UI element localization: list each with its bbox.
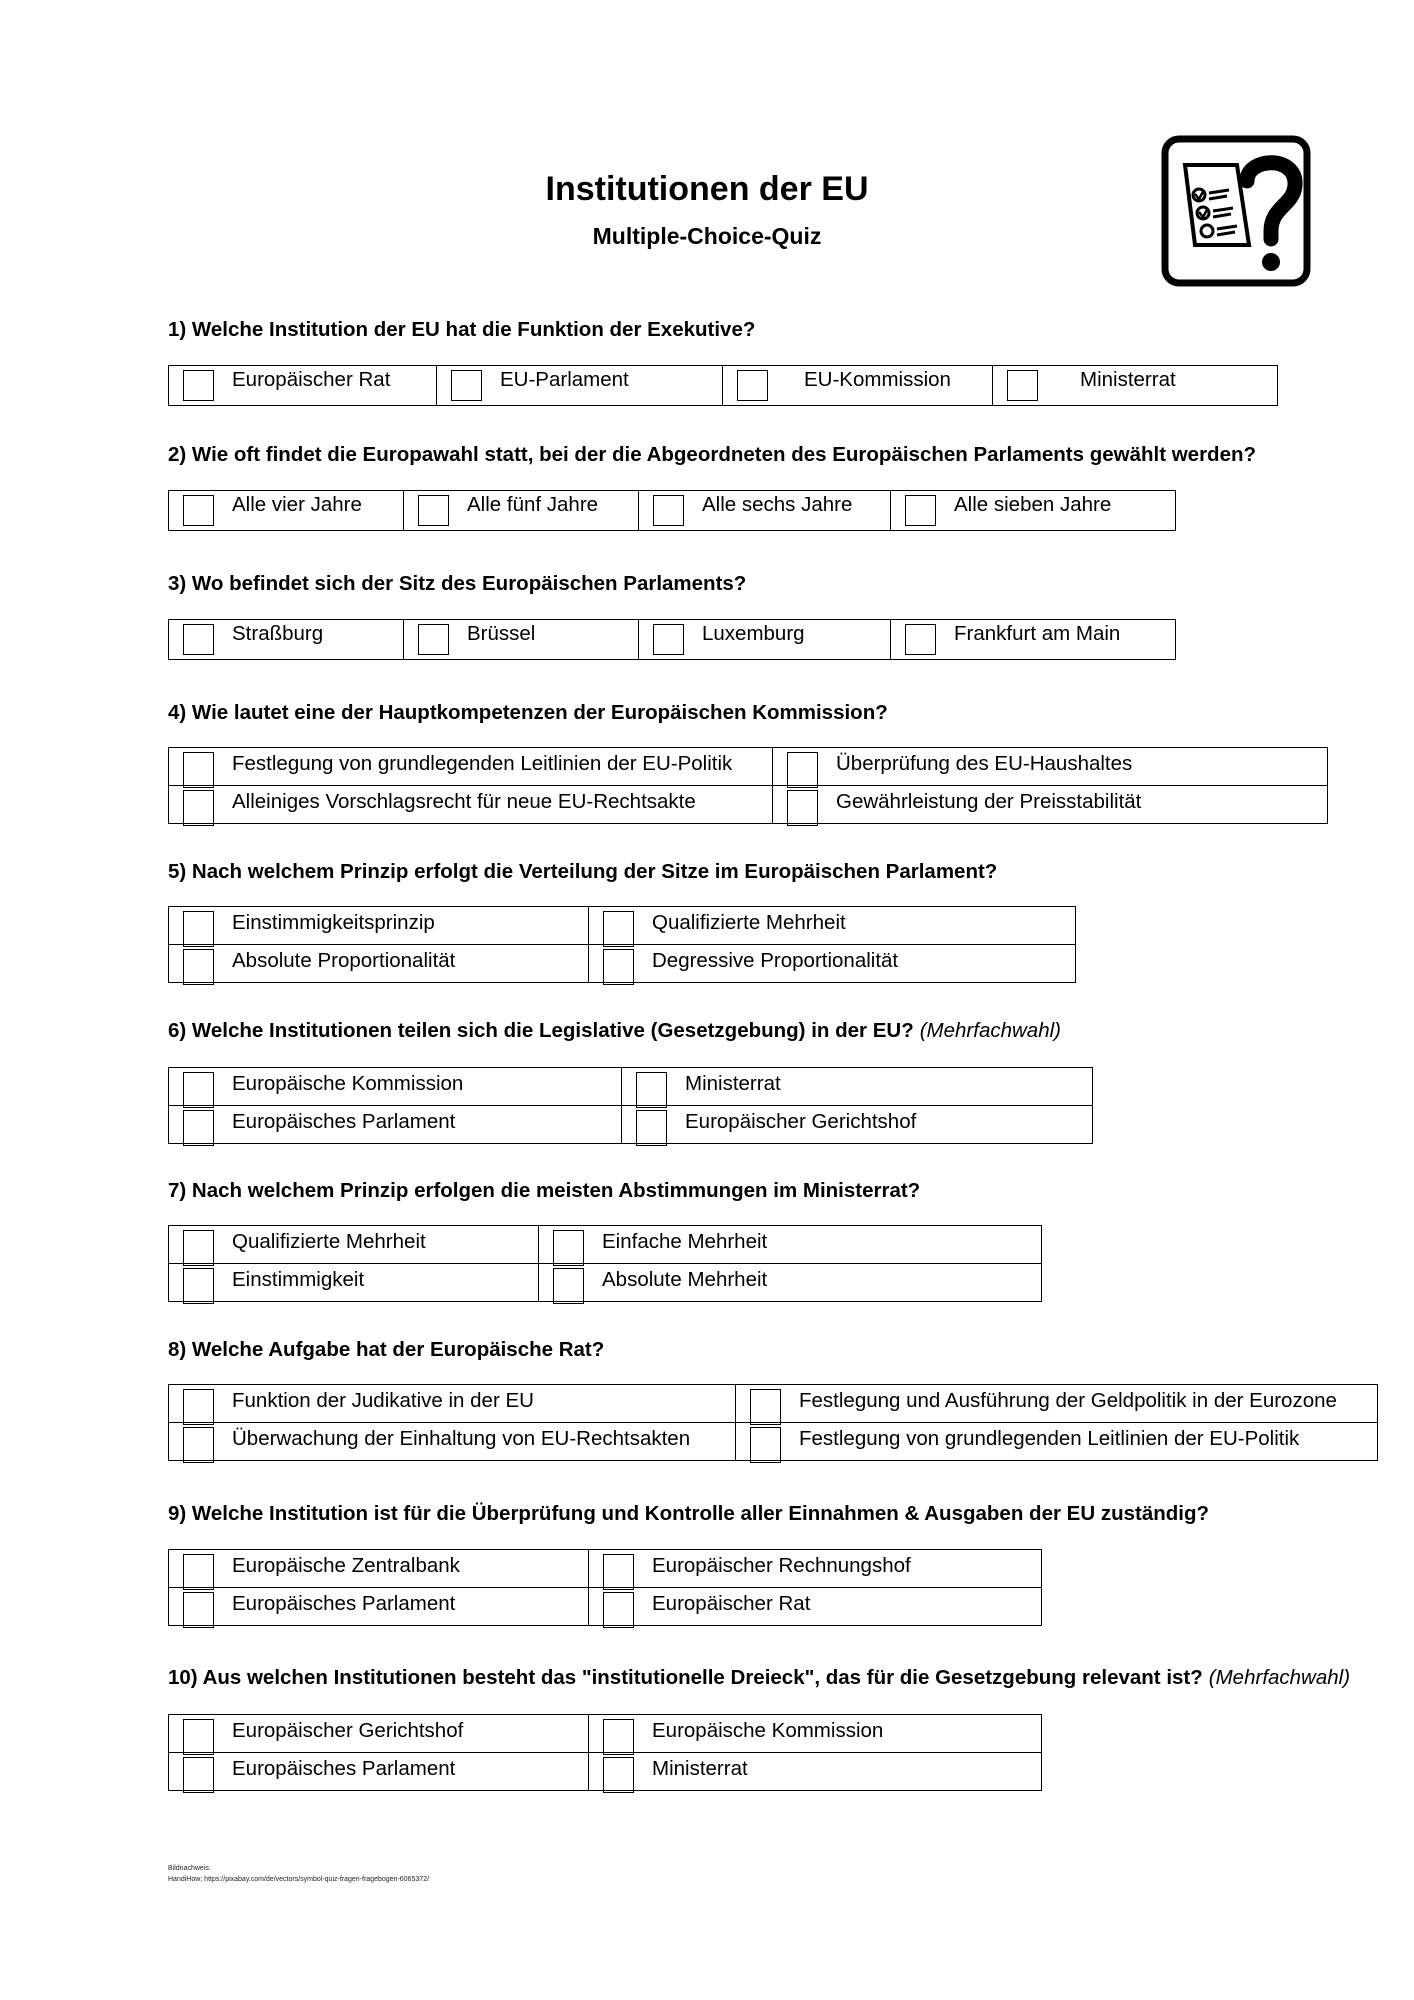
question-10 [168, 1666, 1350, 1690]
answer-options [168, 747, 1328, 824]
option-cell [169, 1068, 622, 1106]
option-label: Brüssel [467, 621, 536, 645]
question-6 [168, 1019, 1061, 1043]
option-cell [169, 1385, 736, 1423]
option-label: Festlegung und Ausführung der Geldpolitik in der Eurozone [799, 1388, 1337, 1412]
option-cell [622, 1106, 1093, 1144]
question-text: 9) Welche Institution ist für die Überprüfung und Kontrolle aller Einnahmen & Ausgaben der EU zuständig? [168, 1502, 1210, 1525]
question-3 [168, 572, 746, 596]
option-cell [589, 1753, 1042, 1791]
option-cell [404, 491, 639, 531]
option-cell [589, 1550, 1042, 1588]
option-label: Europäischer Rechnungshof [652, 1553, 911, 1577]
option-label: Einstimmigkeitsprinzip [232, 910, 435, 934]
option-cell [169, 620, 404, 660]
answer-options [168, 365, 1278, 406]
option-label: Alle fünf Jahre [467, 492, 599, 516]
option-label: Europäisches Parlament [232, 1756, 456, 1780]
answer-checkbox[interactable] [183, 495, 214, 526]
option-label: EU-Kommission [804, 367, 951, 391]
question-note: (Mehrfachwahl) [919, 1019, 1061, 1042]
answer-checkbox[interactable] [183, 1230, 214, 1266]
option-cell [589, 945, 1076, 983]
option-cell [169, 1106, 622, 1144]
answer-checkbox[interactable] [603, 1554, 634, 1590]
answer-checkbox[interactable] [183, 1389, 214, 1425]
answer-checkbox[interactable] [183, 752, 214, 788]
option-label: Frankfurt am Main [954, 621, 1121, 645]
answer-checkbox[interactable] [183, 1072, 214, 1108]
option-label: Einfache Mehrheit [602, 1229, 768, 1253]
answer-checkbox[interactable] [603, 1592, 634, 1628]
question-text: 8) Welche Aufgabe hat der Europäische Rat? [168, 1338, 605, 1361]
answer-checkbox[interactable] [750, 1389, 781, 1425]
option-cell [169, 748, 773, 786]
option-cell [993, 366, 1278, 406]
option-cell [736, 1385, 1378, 1423]
option-cell [169, 1753, 589, 1791]
question-text: 1) Welche Institution der EU hat die Funktion der Exekutive? [168, 318, 756, 341]
option-label: Europäisches Parlament [232, 1109, 456, 1133]
page-title: Institutionen der EU [545, 170, 869, 208]
option-label: EU-Parlament [500, 367, 629, 391]
image-credit [168, 1863, 429, 1885]
answer-checkbox[interactable] [553, 1230, 584, 1266]
option-label: Alleiniges Vorschlagsrecht für neue EU-Rechtsakte [232, 789, 696, 813]
question-7 [168, 1179, 920, 1203]
option-label: Europäische Kommission [652, 1718, 884, 1742]
option-label: Degressive Proportionalität [652, 948, 899, 972]
answer-options [168, 906, 1076, 983]
option-label: Ministerrat [1080, 367, 1176, 391]
option-cell [639, 491, 891, 531]
answer-checkbox[interactable] [787, 790, 818, 826]
option-label: Europäische Kommission [232, 1071, 464, 1095]
option-label: Europäischer Rat [232, 367, 391, 391]
option-cell [404, 620, 639, 660]
option-label: Europäischer Gerichtshof [685, 1109, 917, 1133]
answer-checkbox[interactable] [183, 911, 214, 947]
option-cell [169, 786, 773, 824]
option-label: Europäischer Gerichtshof [232, 1718, 464, 1742]
option-cell [639, 620, 891, 660]
question-9 [168, 1502, 1209, 1526]
answer-checkbox[interactable] [183, 1719, 214, 1755]
answer-options [168, 1225, 1042, 1302]
answer-checkbox[interactable] [183, 1592, 214, 1628]
option-label: Europäisches Parlament [232, 1591, 456, 1615]
option-label: Qualifizierte Mehrheit [652, 910, 846, 934]
question-text: 3) Wo befindet sich der Sitz des Europäischen Parlaments? [168, 572, 747, 595]
option-label: Alle vier Jahre [232, 492, 362, 516]
question-text: 10) Aus welchen Institutionen besteht das "institutionelle Dreieck", das für die Gesetzgebung relevant ist? [168, 1666, 1203, 1689]
option-cell [539, 1264, 1042, 1302]
option-label: Gewährleistung der Preisstabilität [836, 789, 1142, 813]
option-cell [169, 1264, 539, 1302]
option-cell [169, 1588, 589, 1626]
option-cell [169, 1423, 736, 1461]
question-text: 7) Nach welchem Prinzip erfolgen die meisten Abstimmungen im Ministerrat? [168, 1179, 921, 1202]
option-label: Ministerrat [685, 1071, 781, 1095]
answer-checkbox[interactable] [183, 1427, 214, 1463]
credit-source: HandiHow; https://pixabay.com/de/vectors/symbol-quiz-fragen-fragebogen-6065372/ [168, 1876, 429, 1883]
answer-checkbox[interactable] [603, 1757, 634, 1793]
answer-checkbox[interactable] [737, 370, 768, 401]
answer-checkbox[interactable] [750, 1427, 781, 1463]
option-cell [437, 366, 723, 406]
answer-options [168, 1067, 1093, 1144]
answer-checkbox[interactable] [1007, 370, 1038, 401]
answer-checkbox[interactable] [787, 752, 818, 788]
quiz-checklist-question-mark-icon [1161, 135, 1311, 287]
answer-options [168, 490, 1176, 531]
option-label: Alle sechs Jahre [702, 492, 853, 516]
question-text: 2) Wie oft findet die Europawahl statt, bei der die Abgeordneten des Europäischen Parlaments gewählt werden? [168, 443, 1257, 466]
answer-checkbox[interactable] [183, 1110, 214, 1146]
answer-checkbox[interactable] [636, 1110, 667, 1146]
question-1 [168, 318, 755, 342]
option-label: Einstimmigkeit [232, 1267, 365, 1291]
option-label: Festlegung von grundlegenden Leitlinien der EU-Politik [799, 1426, 1300, 1450]
option-cell [589, 1588, 1042, 1626]
option-label: Straßburg [232, 621, 324, 645]
question-note: (Mehrfachwahl) [1208, 1666, 1351, 1689]
answer-options [168, 619, 1176, 660]
option-label: Ministerrat [652, 1756, 748, 1780]
answer-checkbox[interactable] [603, 949, 634, 985]
answer-checkbox[interactable] [183, 1268, 214, 1304]
answer-checkbox[interactable] [183, 790, 214, 826]
option-label: Alle sieben Jahre [954, 492, 1112, 516]
question-8 [168, 1338, 604, 1362]
page-subtitle: Multiple-Choice-Quiz [592, 223, 822, 249]
question-text: 6) Welche Institutionen teilen sich die Legislative (Gesetzgebung) in der EU? [168, 1019, 914, 1042]
answer-checkbox[interactable] [418, 495, 449, 526]
answer-checkbox[interactable] [636, 1072, 667, 1108]
option-cell [169, 491, 404, 531]
answer-checkbox[interactable] [653, 624, 684, 655]
option-cell [736, 1423, 1378, 1461]
question-5 [168, 860, 997, 884]
credit-heading: Bildnachweis: [168, 1865, 211, 1872]
answer-options [168, 1549, 1042, 1626]
option-cell [539, 1226, 1042, 1264]
option-label: Europäische Zentralbank [232, 1553, 460, 1577]
answer-checkbox[interactable] [183, 1757, 214, 1793]
answer-checkbox[interactable] [183, 1554, 214, 1590]
option-label: Absolute Proportionalität [232, 948, 456, 972]
answer-options [168, 1714, 1042, 1791]
option-label: Luxemburg [702, 621, 805, 645]
answer-checkbox[interactable] [553, 1268, 584, 1304]
option-label: Funktion der Judikative in der EU [232, 1388, 534, 1412]
option-label: Qualifizierte Mehrheit [232, 1229, 426, 1253]
option-cell [169, 1226, 539, 1264]
option-label: Überwachung der Einhaltung von EU-Rechtsakten [232, 1426, 691, 1450]
option-label: Überprüfung des EU-Haushaltes [836, 751, 1133, 775]
answer-options [168, 1384, 1378, 1461]
option-cell [589, 907, 1076, 945]
option-cell [773, 748, 1328, 786]
answer-checkbox[interactable] [183, 370, 214, 401]
option-label: Europäischer Rat [652, 1591, 811, 1615]
option-cell [723, 366, 993, 406]
option-cell [169, 1550, 589, 1588]
answer-checkbox[interactable] [183, 949, 214, 985]
answer-checkbox[interactable] [905, 624, 936, 655]
answer-checkbox[interactable] [418, 624, 449, 655]
option-cell [169, 945, 589, 983]
option-cell [169, 366, 437, 406]
option-cell [622, 1068, 1093, 1106]
answer-checkbox[interactable] [183, 624, 214, 655]
question-text: 5) Nach welchem Prinzip erfolgt die Verteilung der Sitze im Europäischen Parlament? [168, 860, 998, 883]
option-cell [169, 907, 589, 945]
option-label: Absolute Mehrheit [602, 1267, 768, 1291]
option-cell [773, 786, 1328, 824]
answer-checkbox[interactable] [905, 495, 936, 526]
option-cell [169, 1715, 589, 1753]
option-label: Festlegung von grundlegenden Leitlinien der EU-Politik [232, 751, 733, 775]
question-2 [168, 443, 1256, 467]
answer-checkbox[interactable] [451, 370, 482, 401]
option-cell [891, 491, 1176, 531]
option-cell [891, 620, 1176, 660]
answer-checkbox[interactable] [603, 1719, 634, 1755]
option-cell [589, 1715, 1042, 1753]
question-4 [168, 701, 888, 725]
answer-checkbox[interactable] [603, 911, 634, 947]
question-text: 4) Wie lautet eine der Hauptkompetenzen der Europäischen Kommission? [168, 701, 888, 724]
answer-checkbox[interactable] [653, 495, 684, 526]
